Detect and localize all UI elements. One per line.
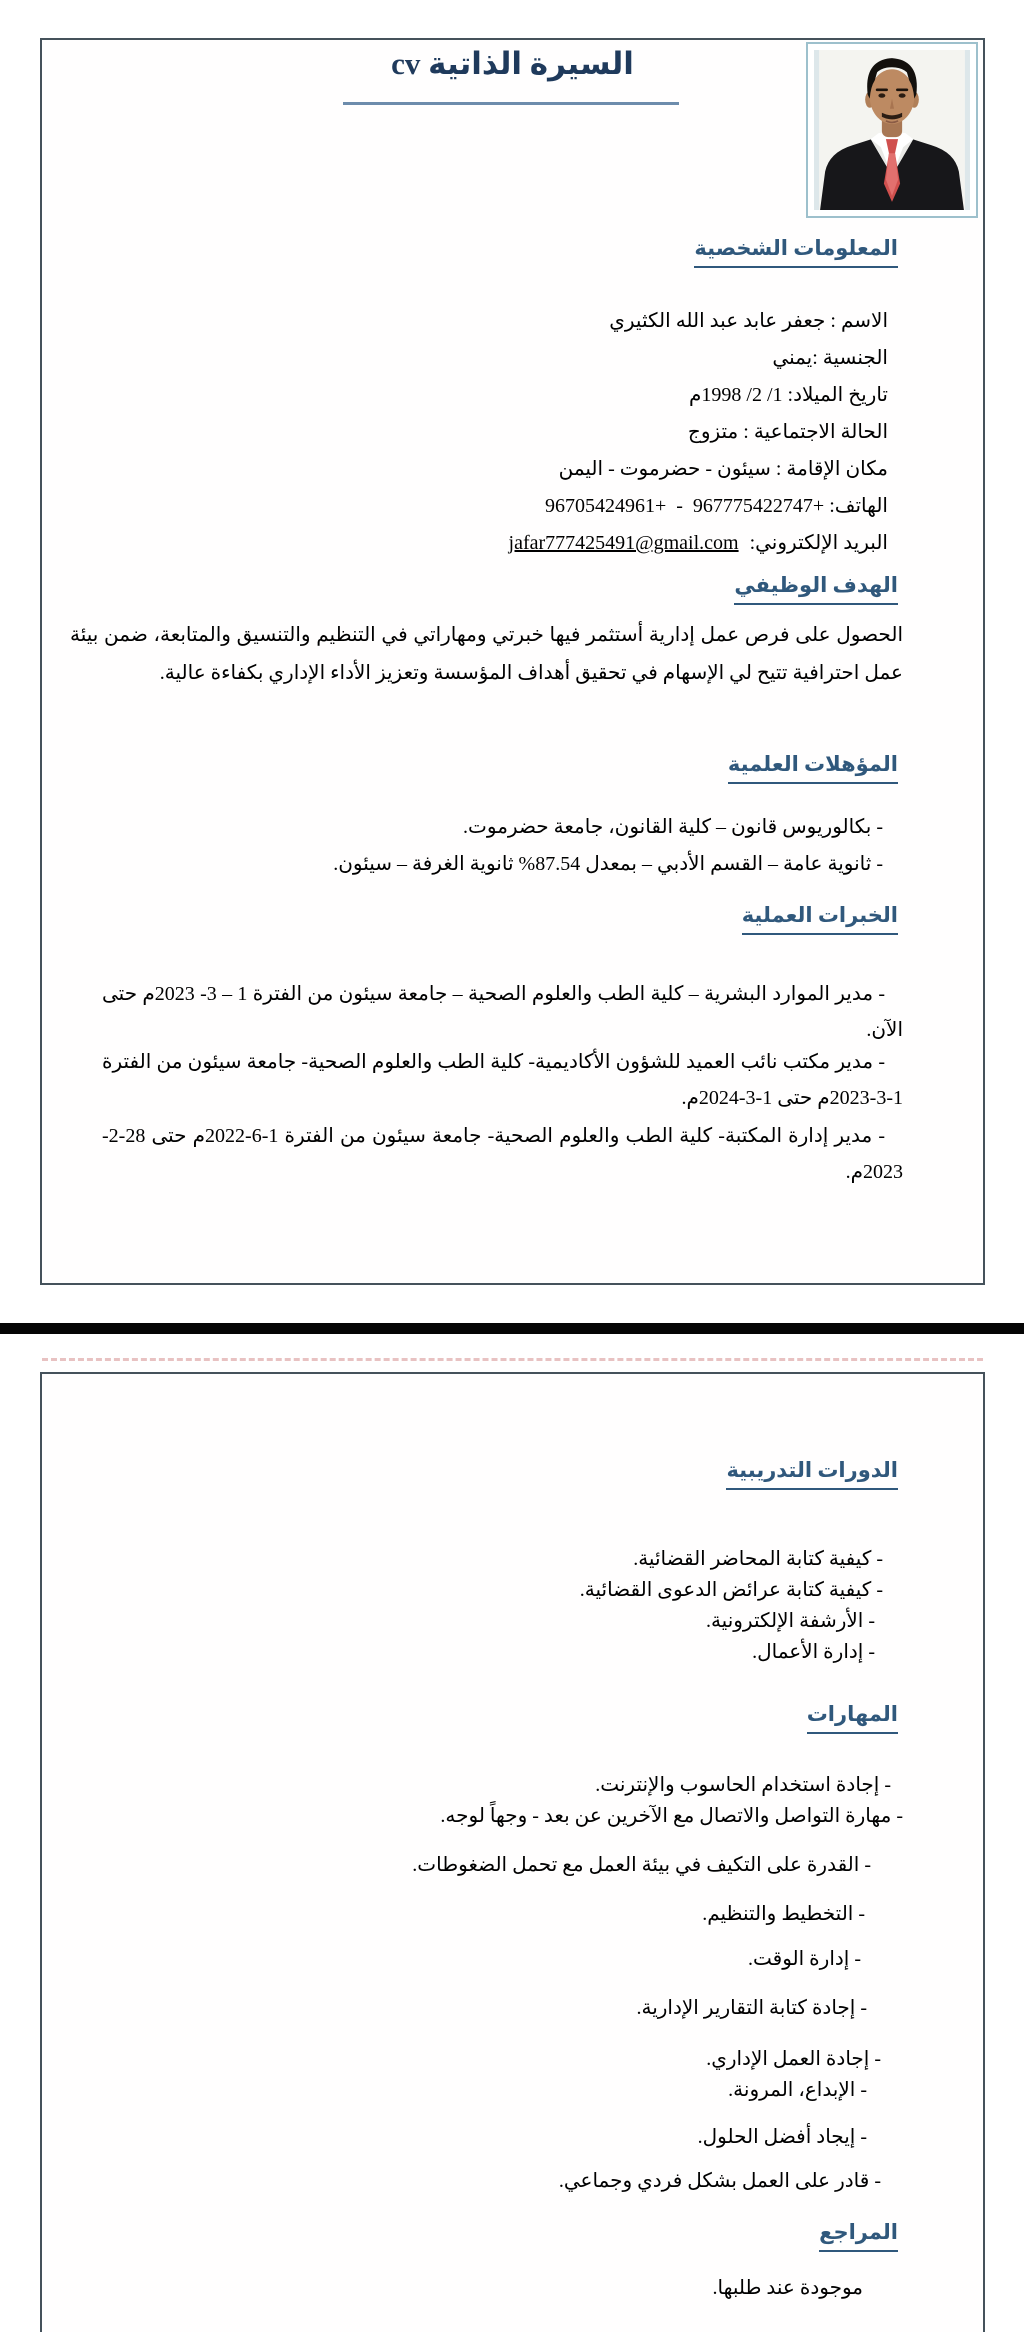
skill-item: - التخطيط والتنظيم. — [702, 1903, 865, 1925]
skill-item: - الإبداع، المرونة. — [728, 2079, 867, 2101]
cv-page-1 — [40, 38, 985, 1285]
skill-item: - قادر على العمل بشكل فردي وجماعي. — [558, 2170, 881, 2192]
skill-item: - إجادة استخدام الحاسوب والإنترنت. — [595, 1774, 891, 1796]
personal-residence: مكان الإقامة : سيئون - حضرموت - اليمن — [558, 458, 888, 480]
skill-item: - إيجاد أفضل الحلول. — [697, 2126, 867, 2148]
email-link[interactable]: jafar777425491@gmail.com — [508, 532, 739, 554]
personal-email-line — [42, 530, 983, 556]
objective-text: الحصول على فرص عمل إدارية أستثمر فيها خبرتي ومهاراتي في التنظيم والتنسيق والمتابعة، ضمن بيئة عمل احترافية تتيح لي الإسهام في تحقيق أهداف المؤسسة وتعزيز الأداء الإداري بكفاءة عالية. — [70, 624, 903, 684]
dashed-separator — [42, 1358, 983, 1361]
page-title: السيرة الذاتية cv — [391, 46, 634, 81]
section-heading-personal-info: المعلومات الشخصية — [694, 236, 898, 268]
section-heading-courses: الدورات التدريبية — [726, 1458, 898, 1490]
skill-item: - القدرة على التكيف في بيئة العمل مع تحمل الضغوطات. — [412, 1854, 871, 1876]
experience-item: - مدير الموارد البشرية – كلية الطب والعلوم الصحية – جامعة سيئون من الفترة 1 – 3- 2023م حتى الآن. — [102, 983, 903, 1041]
portrait-photo — [814, 50, 970, 210]
personal-nationality: الجنسية :يمني — [772, 347, 888, 369]
personal-birth-date: تاريخ الميلاد: 1/ 2/ 1998م — [689, 384, 888, 406]
personal-marital-status: الحالة الاجتماعية : متزوج — [687, 421, 888, 443]
references-text: موجودة عند طلبها. — [712, 2277, 863, 2299]
page-break-bar — [0, 1323, 1024, 1334]
email-label: البريد الإلكتروني: — [749, 532, 888, 554]
section-heading-skills: المهارات — [807, 1702, 898, 1734]
qualification-item: - ثانوية عامة – القسم الأدبي – بمعدل 87.54‏% ثانوية الغرفة – سيئون. — [333, 853, 883, 875]
section-heading-experience: الخبرات العملية — [742, 903, 898, 935]
course-item: - إدارة الأعمال. — [752, 1641, 875, 1663]
personal-phone: الهاتف: +967775422747 - +96705424961 — [544, 495, 888, 517]
personal-name: الاسم : جعفر عابد عبد الله الكثيري — [609, 310, 888, 332]
course-item: - كيفية كتابة عرائض الدعوى القضائية. — [579, 1579, 883, 1601]
skill-item: - إجادة العمل الإداري. — [706, 2048, 881, 2070]
section-heading-objective: الهدف الوظيفي — [734, 573, 898, 605]
course-item: - كيفية كتابة المحاضر القضائية. — [633, 1548, 883, 1570]
qualification-item: - بكالوريوس قانون – كلية القانون، جامعة حضرموت. — [463, 816, 883, 838]
experience-item: - مدير إدارة المكتبة- كلية الطب والعلوم الصحية- جامعة سيئون من الفترة 1-6-2022م حتى 28-2-2023م. — [102, 1125, 903, 1183]
cv-page-2 — [40, 1372, 985, 2332]
skill-item: - إدارة الوقت. — [748, 1948, 861, 1970]
course-item: - الأرشفة الإلكترونية. — [705, 1610, 875, 1632]
experience-item: - مدير مكتب نائب العميد للشؤون الأكاديمية- كلية الطب والعلوم الصحية- جامعة سيئون من الفترة 1-3-2023م حتى 1-3-2024م. — [102, 1051, 903, 1109]
section-heading-qualifications: المؤهلات العلمية — [728, 752, 898, 784]
skill-item: - إجادة كتابة التقارير الإدارية. — [636, 1997, 867, 2019]
section-heading-references: المراجع — [819, 2220, 898, 2252]
title-underline — [343, 102, 679, 105]
photo-frame — [806, 42, 978, 218]
skill-item: - مهارة التواصل والاتصال مع الآخرين عن بعد - وجهاً لوجه. — [440, 1805, 903, 1827]
